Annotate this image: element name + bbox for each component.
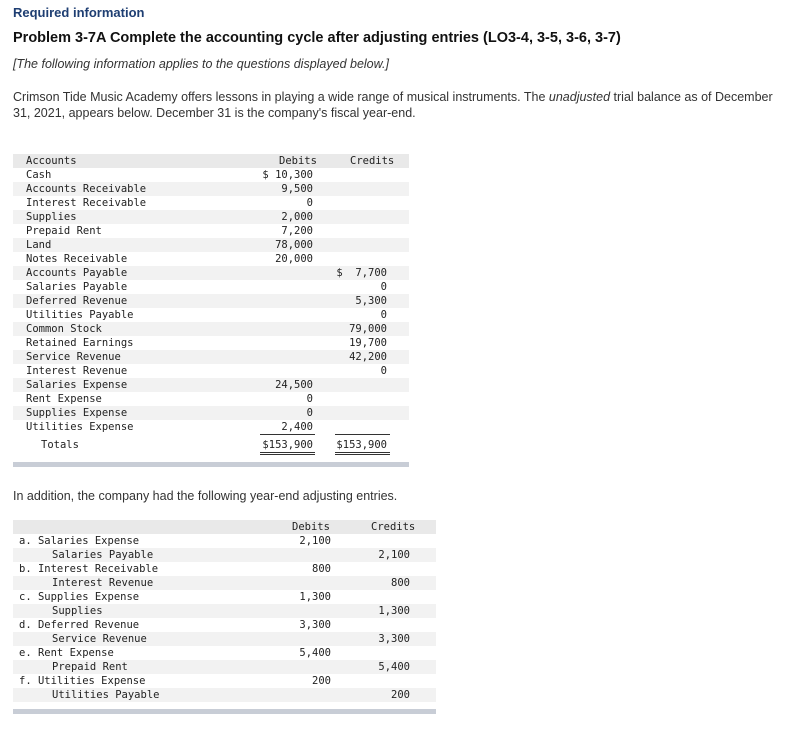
table-row xyxy=(13,322,409,336)
totals-row xyxy=(13,438,409,452)
account-name: Common Stock xyxy=(26,323,102,335)
debit-total-rule xyxy=(260,434,315,435)
totals-label: Totals xyxy=(41,439,79,451)
adjusting-credit-row xyxy=(13,632,436,646)
table-row xyxy=(13,392,409,406)
debit-account: c. Supplies Expense xyxy=(19,591,140,603)
account-name: Notes Receivable xyxy=(26,253,128,265)
credit-value: 0 xyxy=(380,309,387,321)
credit-amount: 2,100 xyxy=(378,549,410,561)
credit-value: 0 xyxy=(380,281,387,293)
adjusting-debit-row xyxy=(13,590,436,604)
credit-amount: 5,400 xyxy=(378,661,410,673)
debit-account: e. Rent Expense xyxy=(19,647,114,659)
table-row xyxy=(13,406,409,420)
debit-value: 78,000 xyxy=(275,239,313,251)
table-row xyxy=(13,210,409,224)
account-name: Accounts Receivable xyxy=(26,183,147,195)
account-name: Service Revenue xyxy=(26,351,121,363)
debit-amount: 2,100 xyxy=(299,535,331,547)
account-name: Salaries Expense xyxy=(26,379,128,391)
credit-value: 79,000 xyxy=(349,323,387,335)
credit-value: 42,200 xyxy=(349,351,387,363)
account-name: Cash xyxy=(26,169,52,181)
table-row xyxy=(13,238,409,252)
credit-value: 0 xyxy=(380,365,387,377)
debit-account: d. Deferred Revenue xyxy=(19,619,140,631)
adjusting-intro: In addition, the company had the following year-end adjusting entries. xyxy=(13,489,398,503)
total-credits: $153,900 xyxy=(336,439,387,451)
problem-title: Problem 3-7A Complete the accounting cycle after adjusting entries (LO3-4, 3-5, 3-6, 3-7) xyxy=(13,30,621,46)
adj-col-debits: Debits xyxy=(292,521,330,533)
table-row xyxy=(13,336,409,350)
adjusting-credit-row xyxy=(13,604,436,618)
col-credits: Credits xyxy=(350,155,395,167)
debit-value: $ 10,300 xyxy=(262,169,313,181)
intro-emphasis: unadjusted xyxy=(548,90,611,104)
account-name: Deferred Revenue xyxy=(26,295,128,307)
credit-account: Salaries Payable xyxy=(52,549,154,561)
table-row xyxy=(13,252,409,266)
trial-balance-header xyxy=(13,154,409,168)
debit-value: 24,500 xyxy=(275,379,313,391)
credit-amount: 200 xyxy=(391,689,410,701)
credit-amount: 3,300 xyxy=(378,633,410,645)
debit-account: b. Interest Receivable xyxy=(19,563,159,575)
account-name: Salaries Payable xyxy=(26,281,128,293)
debit-double-rule-1 xyxy=(260,452,315,453)
debit-account: a. Salaries Expense xyxy=(19,535,140,547)
adjusting-debit-row xyxy=(13,646,436,660)
credit-value: 5,300 xyxy=(355,295,387,307)
table-row xyxy=(13,168,409,182)
credit-account: Prepaid Rent xyxy=(52,661,128,673)
credit-account: Utilities Payable xyxy=(52,689,160,701)
table-row xyxy=(13,308,409,322)
debit-value: 0 xyxy=(306,407,313,419)
table-row xyxy=(13,196,409,210)
credit-value: 19,700 xyxy=(349,337,387,349)
adjusting-bottom-bar xyxy=(13,709,436,714)
credit-double-rule-1 xyxy=(335,452,390,453)
table-row xyxy=(13,378,409,392)
adj-col-credits: Credits xyxy=(371,521,416,533)
debit-value: 0 xyxy=(306,197,313,209)
credit-account: Service Revenue xyxy=(52,633,147,645)
adjusting-credit-row xyxy=(13,548,436,562)
credit-total-rule xyxy=(335,434,390,435)
table-row xyxy=(13,364,409,378)
account-name: Supplies Expense xyxy=(26,407,128,419)
debit-amount: 1,300 xyxy=(299,591,331,603)
account-name: Utilities Payable xyxy=(26,309,134,321)
table-row xyxy=(13,350,409,364)
table-row xyxy=(13,224,409,238)
debit-account: f. Utilities Expense xyxy=(19,675,146,687)
intro-paragraph xyxy=(13,90,783,121)
table-row xyxy=(13,280,409,294)
debit-amount: 5,400 xyxy=(299,647,331,659)
credit-value: $ 7,700 xyxy=(336,267,387,279)
debit-double-rule-2 xyxy=(260,454,315,455)
adjusting-debit-row xyxy=(13,562,436,576)
intro-after: trial balance as of December 31, 2021, appears below. December 31 is the company's fiscal year-end. xyxy=(13,90,773,120)
debit-value: 0 xyxy=(306,393,313,405)
trial-balance-table xyxy=(13,154,409,467)
account-name: Rent Expense xyxy=(26,393,102,405)
intro-before: Crimson Tide Music Academy offers lessons in playing a wide range of musical instruments. The xyxy=(13,90,549,104)
col-debits: Debits xyxy=(279,155,317,167)
table-bottom-bar xyxy=(13,462,409,467)
table-row xyxy=(13,182,409,196)
adjusting-debit-row xyxy=(13,674,436,688)
table-row xyxy=(13,420,409,434)
adjusting-header xyxy=(13,520,436,534)
debit-amount: 200 xyxy=(312,675,331,687)
credit-double-rule-2 xyxy=(335,454,390,455)
account-name: Utilities Expense xyxy=(26,421,134,433)
debit-amount: 800 xyxy=(312,563,331,575)
debit-value: 2,000 xyxy=(281,211,313,223)
credit-account: Supplies xyxy=(52,605,103,617)
debit-value: 20,000 xyxy=(275,253,313,265)
total-debits: $153,900 xyxy=(262,439,313,451)
credit-account: Interest Revenue xyxy=(52,577,154,589)
adjusting-credit-row xyxy=(13,576,436,590)
account-name: Accounts Payable xyxy=(26,267,128,279)
info-note: [The following information applies to the questions displayed below.] xyxy=(13,57,389,71)
adjusting-debit-row xyxy=(13,618,436,632)
debit-value: 2,400 xyxy=(281,421,313,433)
account-name: Retained Earnings xyxy=(26,337,134,349)
adjusting-credit-row xyxy=(13,688,436,702)
adjusting-credit-row xyxy=(13,660,436,674)
account-name: Prepaid Rent xyxy=(26,225,102,237)
table-row xyxy=(13,266,409,280)
account-name: Land xyxy=(26,239,52,251)
debit-amount: 3,300 xyxy=(299,619,331,631)
debit-value: 9,500 xyxy=(281,183,313,195)
account-name: Interest Receivable xyxy=(26,197,147,209)
credit-amount: 800 xyxy=(391,577,410,589)
account-name: Interest Revenue xyxy=(26,365,128,377)
required-info-heading: Required information xyxy=(13,5,145,20)
table-row xyxy=(13,294,409,308)
col-accounts: Accounts xyxy=(26,155,77,167)
adjusting-debit-row xyxy=(13,534,436,548)
adjusting-entries-table xyxy=(13,520,436,714)
debit-value: 7,200 xyxy=(281,225,313,237)
account-name: Supplies xyxy=(26,211,77,223)
credit-amount: 1,300 xyxy=(378,605,410,617)
